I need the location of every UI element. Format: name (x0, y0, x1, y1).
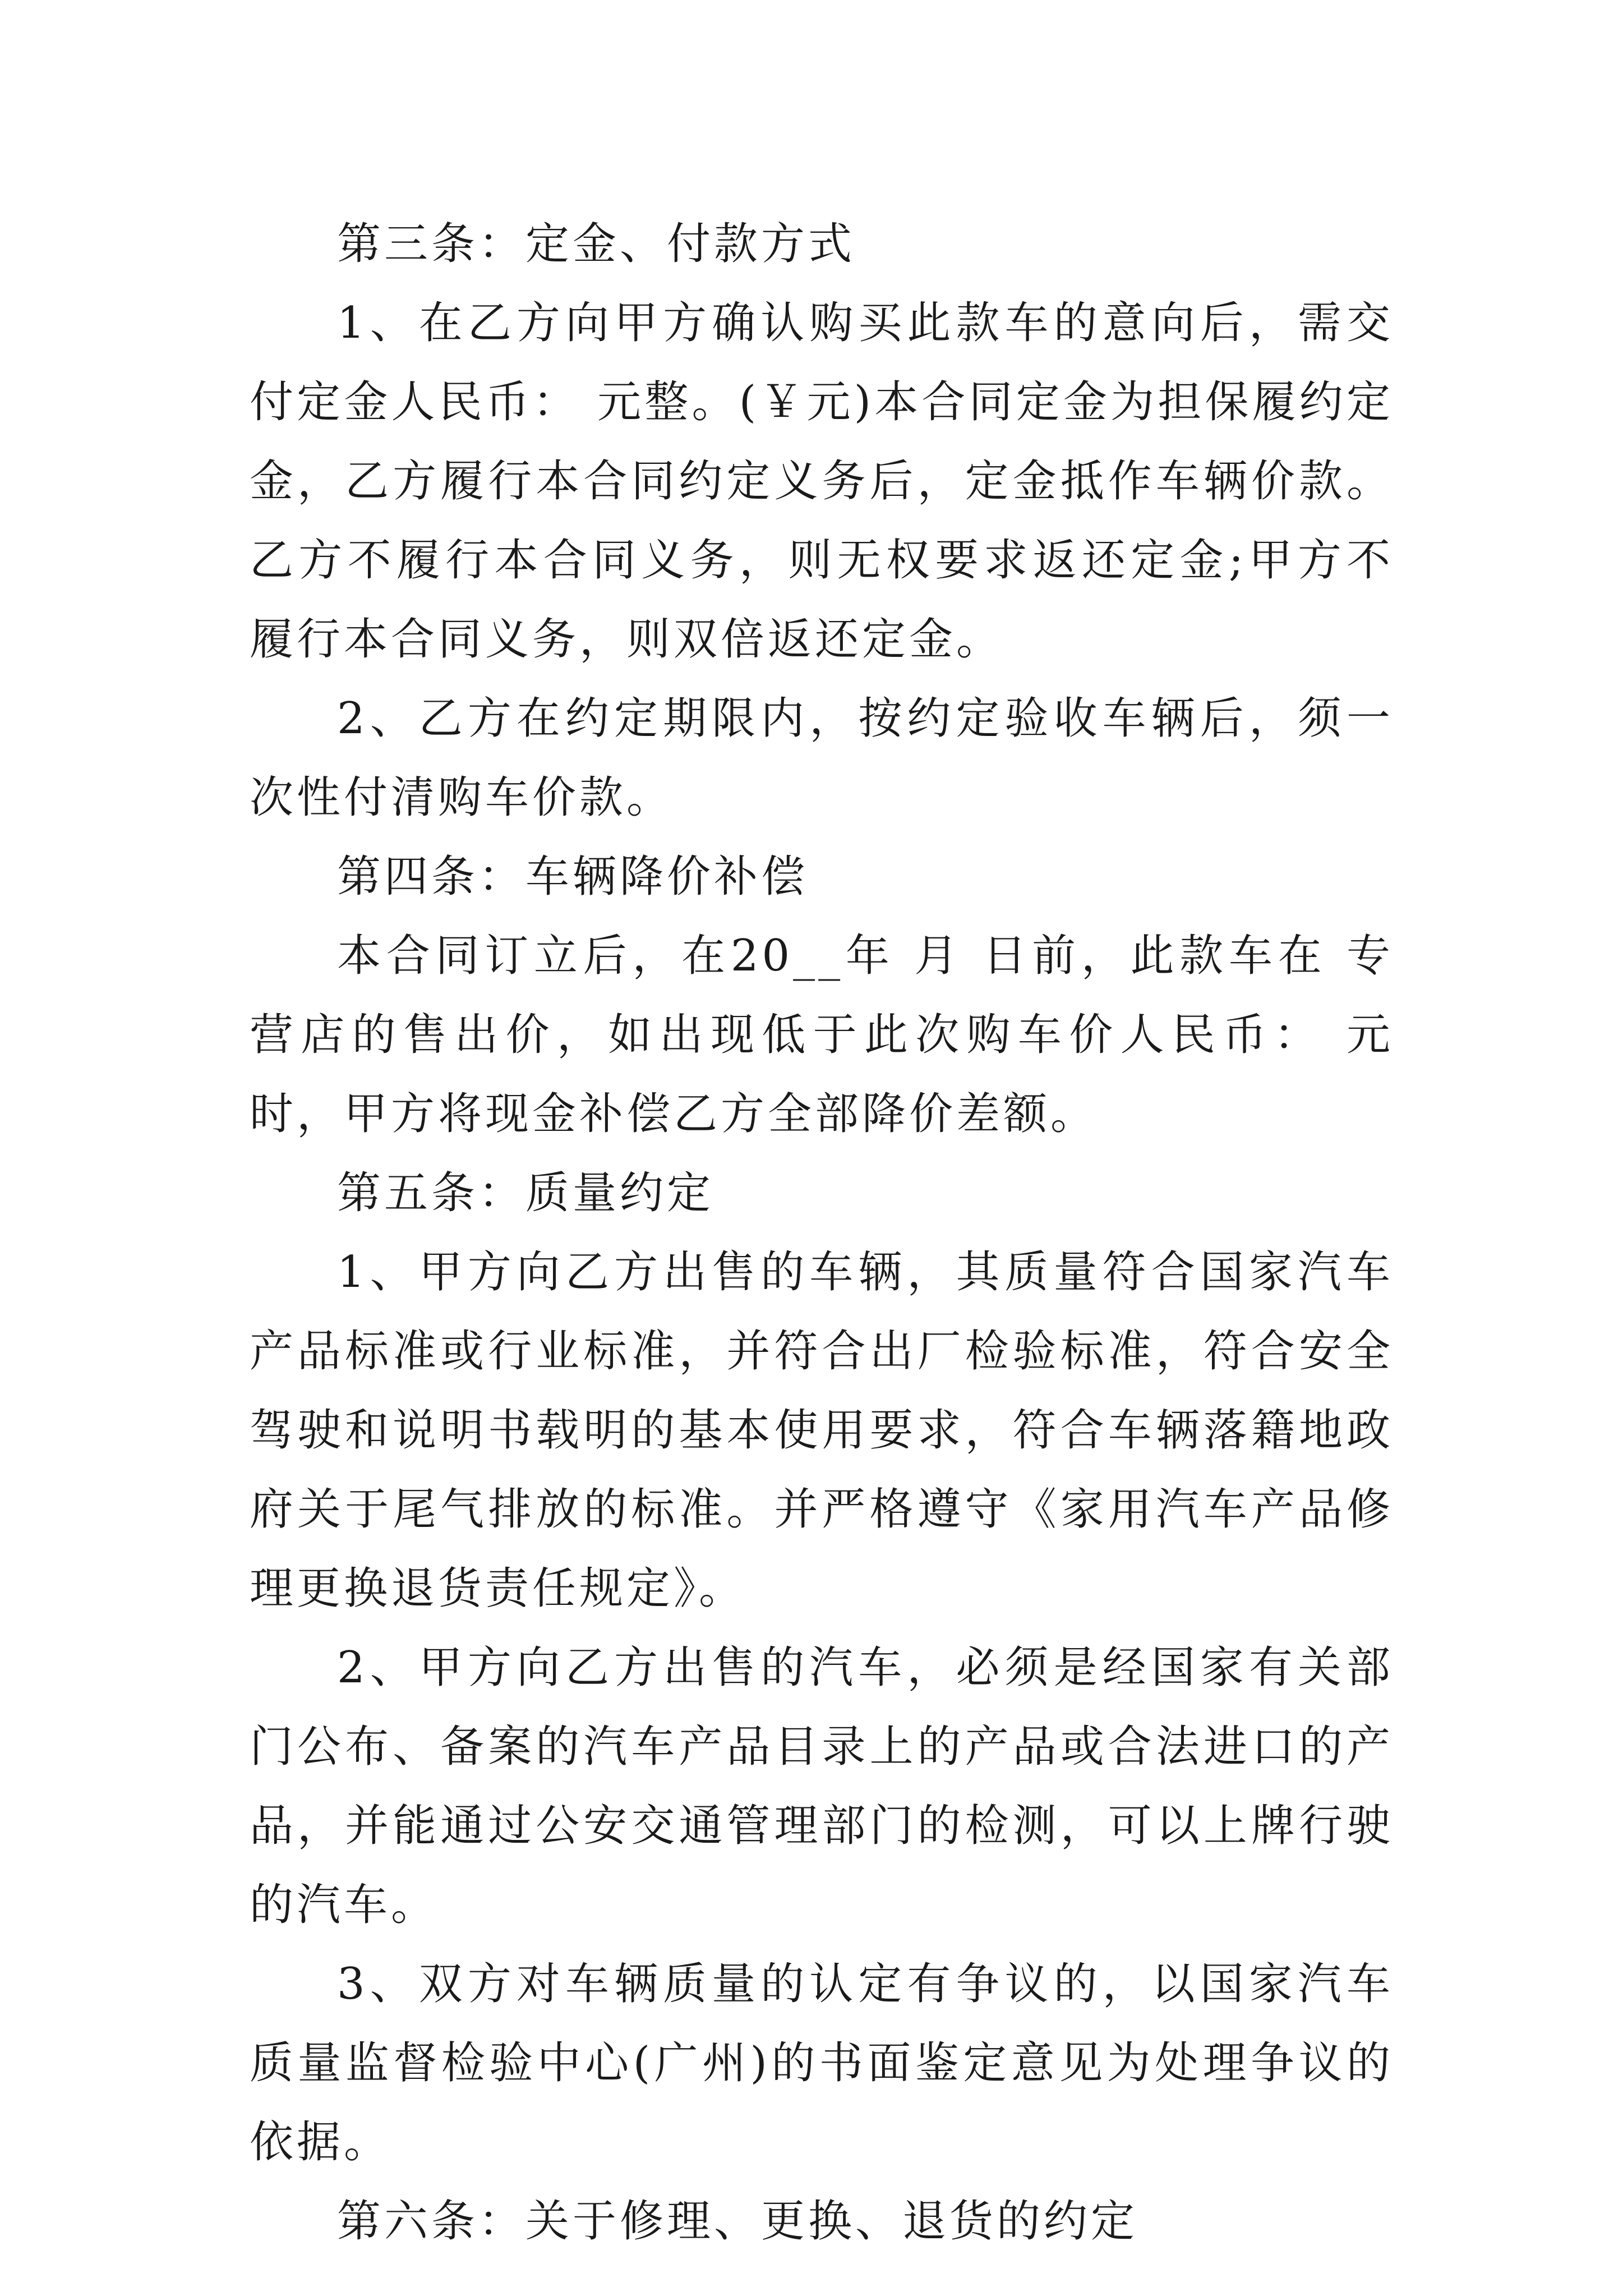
clause-3-1: 1、在乙方向甲方确认购买此款车的意向后，需交付定金人民币： 元整。(￥元)本合同定金为担保履约定金，乙方履行本合同约定义务后，定金抵作车辆价款。乙方不履行本合同义务，则无权要求返还定金;甲方不履行本合同义务，则双倍返还定金。 (250, 298, 1394, 665)
section-heading-3: 第三条：定金、付款方式 (337, 219, 856, 269)
section-heading-6: 第六条：关于修理、更换、退货的约定 (337, 2196, 1138, 2247)
clause-3-2: 2、乙方在约定期限内，按约定验收车辆后，须一次性付清购车价款。 (250, 693, 1394, 823)
clause-5-1: 1、甲方向乙方出售的车辆，其质量符合国家汽车产品标准或行业标准，并符合出厂检验标准，符合安全驾驶和说明书载明的基本使用要求，符合车辆落籍地政府关于尾气排放的标准。并严格遵守《家用汽车产品修理更换退货责任规定》。 (250, 1247, 1394, 1614)
clause-4-body: 本合同订立后，在20__年 月 日前，此款车在 专营店的售出价，如出现低于此次购车价人民币： 元时，甲方将现金补偿乙方全部降价差额。 (250, 931, 1394, 1139)
document-page (250, 205, 1394, 2261)
section-heading-4: 第四条：车辆降价补偿 (337, 852, 809, 902)
clause-5-2: 2、甲方向乙方出售的汽车，必须是经国家有关部门公布、备案的汽车产品目录上的产品或合法进口的产品，并能通过公安交通管理部门的检测，可以上牌行驶的汽车。 (250, 1642, 1394, 1930)
section-heading-5: 第五条：质量约定 (337, 1168, 714, 1218)
clause-5-3: 3、双方对车辆质量的认定有争议的，以国家汽车质量监督检验中心(广州)的书面鉴定意见为处理争议的依据。 (250, 1959, 1394, 2168)
